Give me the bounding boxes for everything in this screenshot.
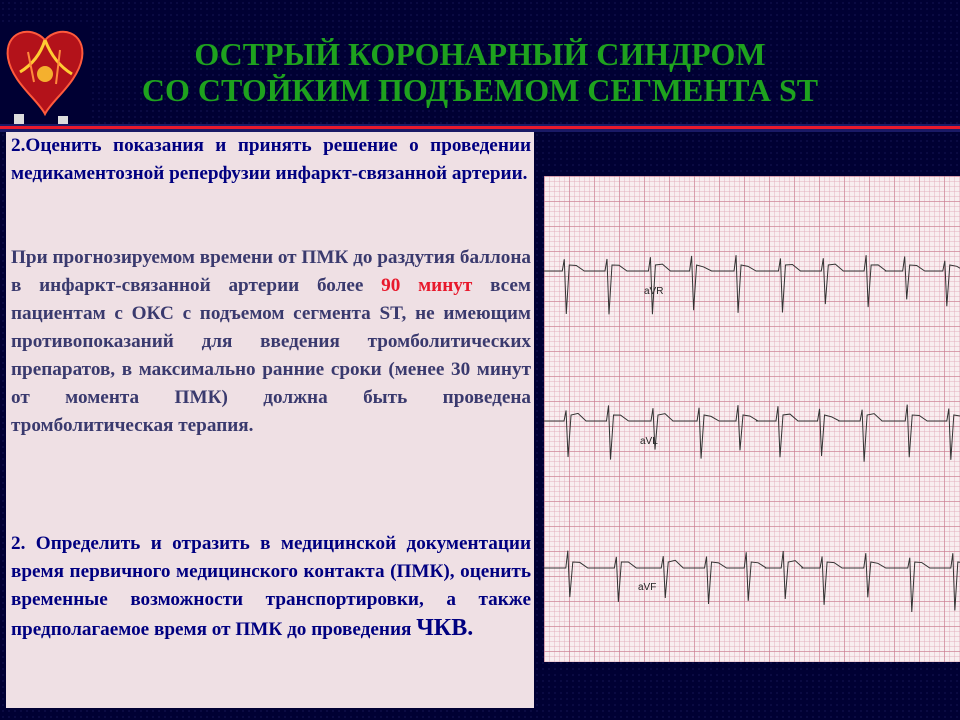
title-divider <box>0 124 960 132</box>
paragraph-thrombolysis <box>11 244 531 440</box>
ecg-lead-label-1: aVR <box>644 286 664 297</box>
ecg-traces <box>544 176 960 662</box>
ecg-trace-1 <box>544 255 960 314</box>
time-highlight: 90 минут <box>381 275 473 296</box>
ecg-lead-label-3: aVF <box>638 582 657 593</box>
title-line-1: ОСТРЫЙ КОРОНАРНЫЙ СИНДРОМ <box>194 36 766 72</box>
p2-text-after: всем пациентам с ОКС с подъемом сегмента ST, не имеющим противопоказаний для введения тромболитических препаратов, в максимально ранние сроки (менее 30 минут от момента ПМК) должна быть проведена тромболитическая терапия. <box>11 275 531 436</box>
ecg-trace-3 <box>544 551 960 612</box>
paragraph-documentation <box>11 530 531 644</box>
p2-text-before: При прогнозируемом времени от ПМК до раздутия баллона в инфаркт-связанной артерии более <box>11 247 531 296</box>
p3-text-main: 2. Определить и отразить в медицинской документации время первичного медицинского контакта (ПМК), оценить временные возможности транспортировки, а также предполагаемое время от ПМК до проведения <box>11 533 531 640</box>
title-line-2: СО СТОЙКИМ ПОДЪЕМОМ СЕГМЕНТА ST <box>141 72 819 108</box>
ecg-lead-label-2: aVL <box>640 436 658 447</box>
heart-logo-icon <box>0 22 90 130</box>
paragraph-reperfusion-decision: 2.Оценить показания и принять решение о проведении медикаментозной реперфузии инфаркт-связанной артерии. <box>11 135 531 184</box>
p3-text-last: ЧКВ. <box>416 615 474 641</box>
text-panel <box>6 132 534 708</box>
slide-title <box>110 36 850 108</box>
ecg-trace-2 <box>544 405 960 462</box>
ecg-image <box>544 176 960 662</box>
